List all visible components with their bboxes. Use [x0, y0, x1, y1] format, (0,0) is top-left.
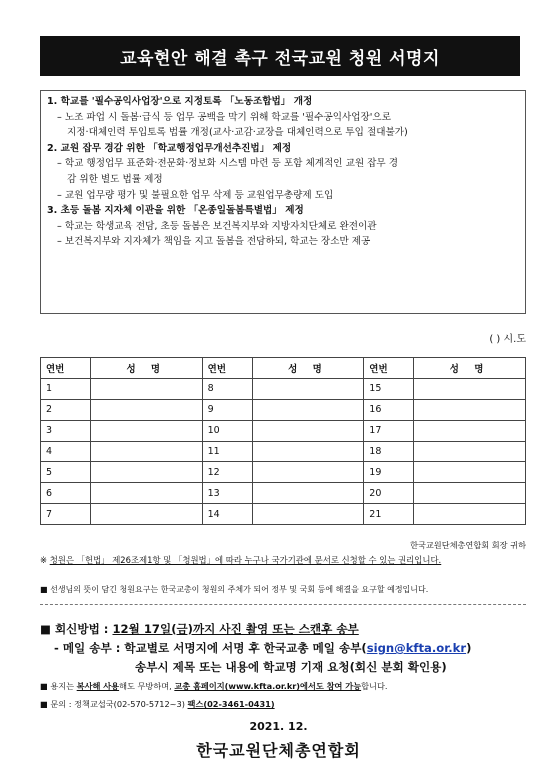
demand-1-detail-1 [47, 110, 519, 141]
copy-note [40, 681, 387, 692]
row-number: 21 [364, 504, 414, 525]
copy-note-prefix: ■ 용지는 [40, 681, 77, 691]
region-label: ( ) 시.도 [489, 334, 526, 345]
name-cell[interactable] [90, 504, 202, 525]
col-header-name: 성 명 [252, 358, 364, 379]
petition-rights-note [40, 554, 526, 567]
demand-2-title: 2. 교원 잡무 경감 위한 「학교행정업무개선추진법」 제정 [47, 142, 292, 154]
demands-box [40, 90, 526, 314]
name-cell[interactable] [252, 399, 364, 420]
row-number: 3 [41, 420, 91, 441]
demand-2-detail-1 [47, 156, 519, 187]
demand-1-title: 1. 학교를 '필수공익사업장'으로 지정토록 「노동조합법」 개정 [47, 96, 313, 107]
contact-note [40, 699, 275, 710]
issue-date: 2021. 12. [249, 720, 308, 733]
name-cell[interactable] [90, 378, 202, 399]
row-number: 12 [202, 462, 252, 483]
name-cell[interactable] [414, 399, 526, 420]
reply-method-line-3: 송부시 제목 또는 내용에 학교명 기재 요청(회신 분회 확인용) [135, 660, 447, 674]
name-cell[interactable] [252, 441, 364, 462]
row-number: 1 [41, 378, 91, 399]
name-cell[interactable] [414, 378, 526, 399]
homepage-link[interactable]: 교총 홈페이지(www.kfta.or.kr)에서도 참여 가능 [174, 681, 362, 691]
mail-instruction-end: ) [466, 641, 472, 655]
row-number: 8 [202, 378, 252, 399]
demand-2-detail-1-cont: 감 위한 별도 법률 제정 [67, 173, 163, 185]
mail-instruction: - 메일 송부 : 학교별로 서명지에 서명 후 한국교총 메일 송부( [54, 641, 367, 655]
copy-note-mid: 해도 무방하며, [119, 681, 175, 691]
addressee: 한국교원단체총연합회 회장 귀하 [410, 540, 526, 550]
row-number: 20 [364, 483, 414, 504]
demand-3-detail-2: – 보건복지부와 지자체가 책임을 지고 돌봄을 전담하되, 학교는 장소만 제공 [57, 236, 371, 248]
signature-table-header [41, 358, 526, 379]
petition-plan-note: ■ 선생님의 뜻이 담긴 청원요구는 한국교총이 청원의 주체가 되어 정부 및 국회 등에 해결을 요구할 예정입니다. [40, 585, 429, 594]
signature-table [40, 357, 526, 525]
row-number: 7 [41, 504, 91, 525]
col-header-name: 성 명 [90, 358, 202, 379]
contact-fax: 팩스(02-3461-0431) [187, 699, 275, 709]
table-row [41, 483, 526, 504]
reply-deadline: 12월 17일(금)까지 사진 촬영 또는 스캔후 송부 [112, 622, 359, 636]
row-number: 16 [364, 399, 414, 420]
table-row [41, 504, 526, 525]
demand-3-title: 3. 초등 돌봄 지자체 이관을 위한 「온종일돌봄특별법」 제정 [47, 205, 304, 217]
row-number: 11 [202, 441, 252, 462]
name-cell[interactable] [90, 399, 202, 420]
name-cell[interactable] [90, 441, 202, 462]
email-link[interactable]: sign@kfta.or.kr [366, 641, 467, 655]
demand-2-detail-2: – 교원 업무량 평가 및 불필요한 업무 삭제 등 교원업무총량제 도입 [57, 189, 334, 201]
copy-note-emphasis: 복사해 사용 [76, 681, 120, 691]
name-cell[interactable] [90, 483, 202, 504]
row-number: 14 [202, 504, 252, 525]
name-cell[interactable] [414, 462, 526, 483]
reply-method [40, 620, 530, 677]
row-number: 10 [202, 420, 252, 441]
row-number: 4 [41, 441, 91, 462]
demand-1-detail-1-text: – 노조 파업 시 돌봄·급식 등 업무 공백을 막기 위해 학교를 '필수공익사업장'으로 [57, 111, 391, 123]
name-cell[interactable] [90, 420, 202, 441]
name-cell[interactable] [414, 483, 526, 504]
row-number: 5 [41, 462, 91, 483]
name-cell[interactable] [252, 420, 364, 441]
demand-3-detail-1: – 학교는 학생교육 전담, 초등 돌봄은 보건복지부와 지방자치단체로 완전이관 [57, 220, 377, 232]
name-cell[interactable] [90, 462, 202, 483]
col-header-number: 연번 [202, 358, 252, 379]
table-row [41, 462, 526, 483]
page-title: 교육현안 해결 촉구 전국교원 청원 서명지 [40, 36, 520, 76]
reply-method-label: 회신방법 : [54, 622, 113, 636]
copy-note-suffix: 합니다. [361, 681, 388, 691]
row-number: 13 [202, 483, 252, 504]
name-cell[interactable] [414, 504, 526, 525]
square-bullet-icon: ■ [40, 622, 51, 636]
col-header-number: 연번 [41, 358, 91, 379]
table-row [41, 420, 526, 441]
row-number: 15 [364, 378, 414, 399]
reply-method-line-1 [40, 620, 530, 639]
divider [40, 604, 526, 605]
name-cell[interactable] [414, 420, 526, 441]
row-number: 19 [364, 462, 414, 483]
col-header-number: 연번 [364, 358, 414, 379]
name-cell[interactable] [252, 483, 364, 504]
name-cell[interactable] [252, 378, 364, 399]
row-number: 2 [41, 399, 91, 420]
row-number: 17 [364, 420, 414, 441]
table-row [41, 378, 526, 399]
table-row [41, 441, 526, 462]
name-cell[interactable] [252, 504, 364, 525]
row-number: 18 [364, 441, 414, 462]
demand-2-detail-1-text: – 학교 행정업무 표준화·전문화·정보화 시스템 마련 등 포함 체계적인 교원 잡무 경 [57, 158, 399, 170]
note-marker: ※ [40, 555, 50, 565]
row-number: 6 [41, 483, 91, 504]
organization-name: 한국교원단체총연합회 [196, 741, 361, 760]
reply-method-line-2 [40, 639, 530, 658]
petition-rights-text: 청원은 「헌법」 제26조제1항 및 「청원법」에 따라 누구나 국가기관에 문서로 신청할 수 있는 권리입니다. [49, 555, 442, 565]
name-cell[interactable] [252, 462, 364, 483]
name-cell[interactable] [414, 441, 526, 462]
col-header-name: 성 명 [414, 358, 526, 379]
demand-1-detail-1-cont: 지정·대체인력 투입토록 법률 개정(교사·교감·교장을 대체인력으로 투입 절대불가) [67, 127, 408, 139]
table-row [41, 399, 526, 420]
contact-phone: ■ 문의 : 정책교섭국(02-570-5712~3) [40, 699, 188, 709]
row-number: 9 [202, 399, 252, 420]
